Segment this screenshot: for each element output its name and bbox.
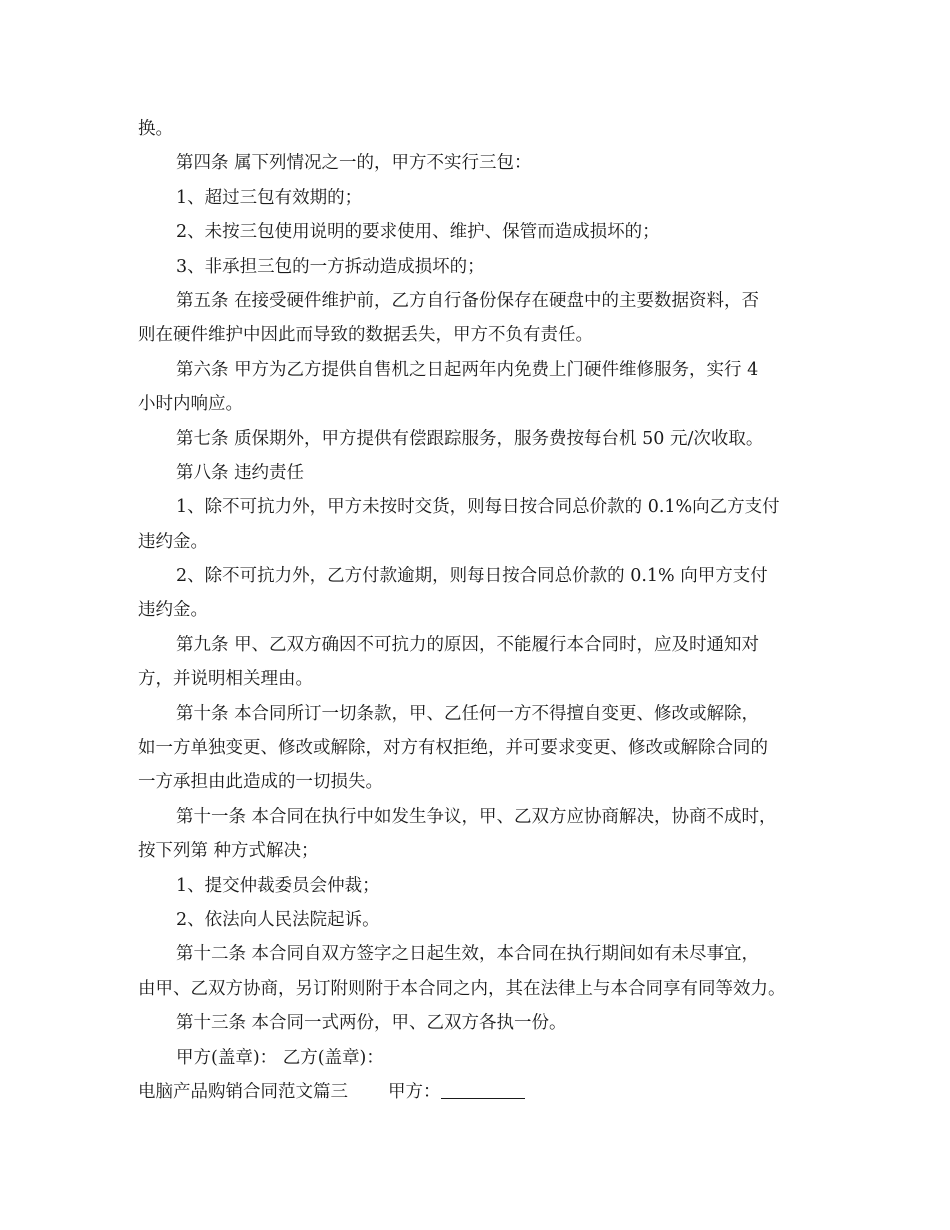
party-a-blank xyxy=(441,1080,525,1099)
text-line: 违约金。 xyxy=(138,531,208,552)
text-line: 第六条 甲方为乙方提供自售机之日起两年内免费上门硬件维修服务，实行 4 xyxy=(176,359,759,380)
text-line: 由甲、乙双方协商，另订附则附于本合同之内，其在法律上与本合同享有同等效力。 xyxy=(138,978,786,999)
signature-line: 甲方(盖章)： 乙方(盖章)： xyxy=(176,1047,384,1068)
text-line: 第八条 违约责任 xyxy=(176,462,305,483)
text-line: 2、依法向人民法院起诉。 xyxy=(176,909,380,930)
text-line: 第十条 本合同所订一切条款，甲、乙任何一方不得擅自变更、修改或解除， xyxy=(176,703,760,724)
text-line: 第五条 在接受硬件维护前，乙方自行备份保存在硬盘中的主要数据资料，否 xyxy=(176,290,760,311)
party-a-label: 甲方： xyxy=(388,1081,441,1102)
text-line: 方，并说明相关理由。 xyxy=(138,669,313,690)
text-line: 一方承担由此造成的一切损失。 xyxy=(138,772,383,793)
text-line: 第四条 属下列情况之一的，甲方不实行三包： xyxy=(176,153,532,174)
text-line: 如一方单独变更、修改或解除，对方有权拒绝，并可要求变更、修改或解除合同的 xyxy=(138,738,768,759)
text-line: 第十二条 本合同自双方签字之日起生效，本合同在执行期间如有未尽事宜， xyxy=(176,944,760,965)
text-line: 1、除不可抗力外，甲方未按时交货，则每日按合同总价款的 0.1%向乙方支付 xyxy=(176,497,780,518)
footer-line xyxy=(138,1075,818,1109)
section-title: 电脑产品购销合同范文篇三 xyxy=(138,1081,348,1102)
text-line: 3、非承担三包的一方拆动造成损坏的； xyxy=(176,256,485,277)
text-line: 第十三条 本合同一式两份，甲、乙双方各执一份。 xyxy=(176,1013,567,1034)
text-line: 违约金。 xyxy=(138,600,208,621)
text-line: 2、除不可抗力外，乙方付款逾期，则每日按合同总价款的 0.1% 向甲方支付 xyxy=(176,566,768,587)
text-line: 第十一条 本合同在执行中如发生争议，甲、乙双方应协商解决，协商不成时， xyxy=(176,806,777,827)
text-line: 第九条 甲、乙双方确因不可抗力的原因，不能履行本合同时，应及时通知对 xyxy=(176,634,760,655)
text-line: 按下列第 种方式解决； xyxy=(138,841,319,862)
text-line: 第七条 质保期外，甲方提供有偿跟踪服务，服务费按每台机 50 元/次收取。 xyxy=(176,428,764,449)
text-line: 1、提交仲裁委员会仲裁； xyxy=(176,875,380,896)
contract-body xyxy=(138,112,818,1109)
text-line: 则在硬件维护中因此而导致的数据丢失，甲方不负有责任。 xyxy=(138,325,593,346)
text-line: 小时内响应。 xyxy=(138,394,243,415)
text-line: 2、未按三包使用说明的要求使用、维护、保管而造成损坏的； xyxy=(176,222,660,243)
text-line: 换。 xyxy=(138,119,173,139)
text-line: 1、超过三包有效期的； xyxy=(176,187,363,208)
